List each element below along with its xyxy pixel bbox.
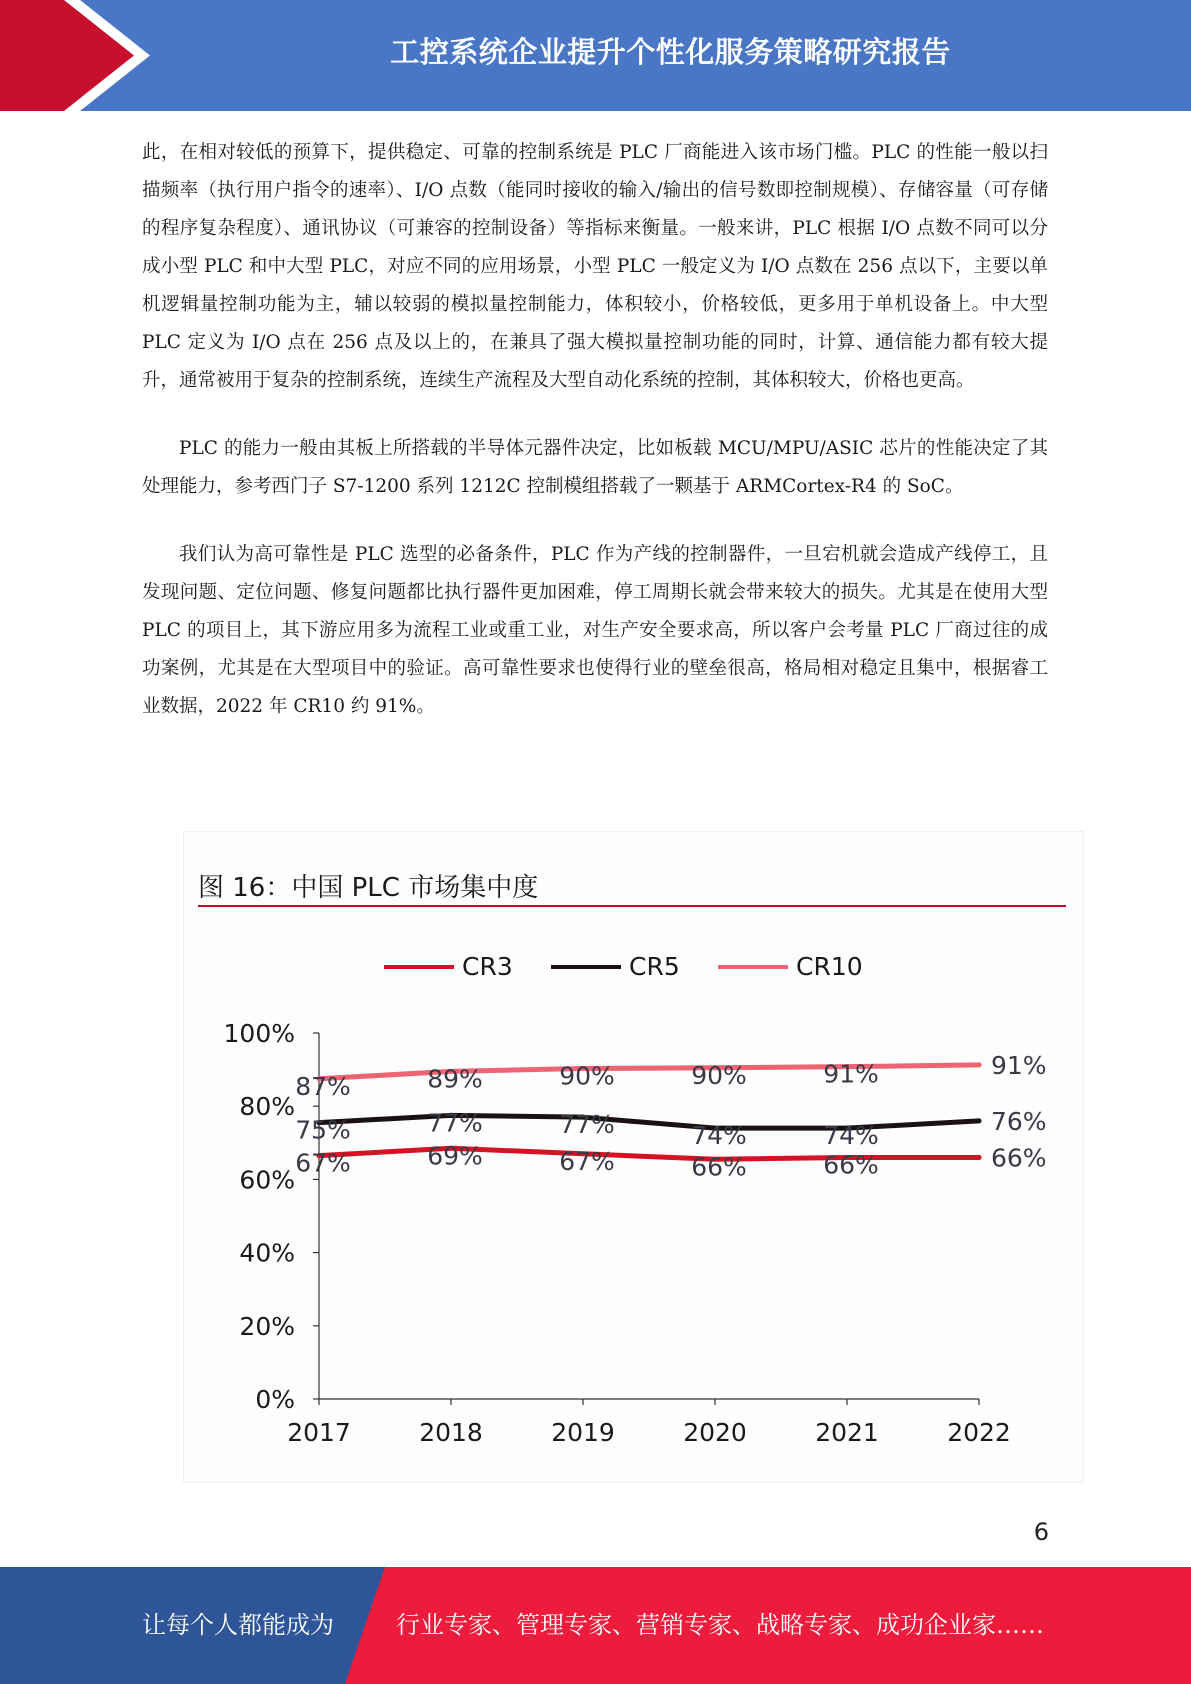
chart-title: 图 16：中国 PLC 市场集中度 — [198, 873, 539, 903]
data-label: 77% — [427, 1108, 483, 1138]
header-chevron-decoration — [0, 0, 160, 111]
x-tick-label: 2020 — [683, 1418, 747, 1447]
footer-banner — [0, 1567, 1191, 1684]
report-title: 工控系统企业提升个性化服务策略研究报告 — [390, 35, 951, 69]
data-label: 87% — [295, 1071, 351, 1101]
data-label: 75% — [295, 1115, 351, 1145]
data-label: 69% — [427, 1141, 483, 1171]
legend-label: CR3 — [462, 952, 513, 981]
data-label: 89% — [427, 1064, 483, 1094]
data-label: 77% — [559, 1110, 615, 1140]
data-point — [977, 1155, 982, 1160]
paragraph: 我们认为高可靠性是 PLC 选型的必备条件，PLC 作为产线的控制器件，一旦宕机就会造成产线停工，且发现问题、定位问题、修复问题都比执行器件更加困难，停工周期长就会带来较大的损失。尤其是在使用大型 PLC 的项目上，其下游应用多为流程工业或重工业，对生产安全要求高，所以客户会考量 PLC 厂商过往的成功案例，尤其是在大型项目中的验证。高可靠性要求也使得行业的壁垒很高，格局相对稳定且集中，根据睿工业数据，2022 年 CR10 约 91%。 — [142, 544, 1048, 717]
body-text — [142, 134, 1048, 726]
data-point — [977, 1118, 982, 1123]
x-tick-label: 2017 — [287, 1418, 351, 1447]
legend-label: CR5 — [629, 952, 680, 981]
data-label: 76% — [991, 1106, 1047, 1136]
chart-figure — [183, 831, 1084, 1483]
data-label: 90% — [691, 1060, 747, 1090]
legend-label: CR10 — [796, 952, 863, 981]
footer-slogan-left: 让每个人都能成为 — [142, 1611, 334, 1639]
series-line-cr5 — [319, 1115, 979, 1128]
x-tick-label: 2018 — [419, 1418, 483, 1447]
data-label: 91% — [991, 1050, 1047, 1080]
series-line-cr3 — [319, 1148, 979, 1159]
data-label: 66% — [691, 1152, 747, 1182]
data-label: 90% — [559, 1061, 615, 1091]
y-tick-label: 80% — [239, 1092, 295, 1122]
data-point — [977, 1062, 982, 1067]
x-tick-label: 2019 — [551, 1418, 615, 1447]
data-label: 66% — [823, 1150, 879, 1180]
x-tick-label: 2022 — [947, 1418, 1011, 1447]
y-tick-label: 60% — [239, 1165, 295, 1195]
chart-legend — [384, 952, 863, 981]
series-line-cr10 — [319, 1065, 979, 1079]
data-label: 67% — [559, 1146, 615, 1176]
data-label: 74% — [691, 1121, 747, 1151]
y-tick-label: 100% — [223, 1019, 295, 1048]
y-tick-label: 40% — [239, 1238, 295, 1268]
data-label: 66% — [991, 1143, 1047, 1173]
footer-slogan-right: 行业专家、管理专家、营销专家、战略专家、成功企业家…… — [396, 1611, 1044, 1639]
y-tick-label: 20% — [239, 1311, 295, 1341]
data-label: 91% — [823, 1059, 879, 1089]
header-banner — [0, 0, 1191, 111]
y-tick-label: 0% — [255, 1385, 295, 1414]
paragraph: 此，在相对较低的预算下，提供稳定、可靠的控制系统是 PLC 厂商能进入该市场门槛。PLC 的性能一般以扫描频率（执行用户指令的速率）、I/O 点数（能同时接收的输入/输出的信号数即控制规模）、存储容量（可存储的程序复杂程度）、通讯协议（可兼容的控制设备）等指标来衡量。一般来讲，PLC 根据 I/O 点数不同可以分成小型 PLC 和中大型 PLC，对应不同的应用场景，小型 PLC 一般定义为 I/O 点数在 256 点以下，主要以单机逻辑量控制功能为主，辅以较弱的模拟量控制能力，体积较小，价格较低，更多用于单机设备上。中大型 PLC 定义为 I/O 点在 256 点及以上的，在兼具了强大模拟量控制功能的同时，计算、通信能力都有较大提升，通常被用于复杂的控制系统，连续生产流程及大型自动化系统的控制，其体积较大，价格也更高。 — [142, 142, 1048, 391]
paragraph: PLC 的能力一般由其板上所搭载的半导体元器件决定，比如板载 MCU/MPU/ASIC 芯片的性能决定了其处理能力，参考西门子 S7-1200 系列 1212C 控制模组搭载了一颗基于 ARMCortex-R4 的 SoC。 — [142, 438, 1048, 497]
data-label: 67% — [295, 1148, 351, 1178]
market-concentration-chart — [184, 832, 1083, 1482]
x-tick-label: 2021 — [815, 1418, 879, 1447]
chart-series — [317, 1059, 982, 1161]
data-label: 74% — [823, 1121, 879, 1151]
page-number: 6 — [1033, 1518, 1049, 1546]
